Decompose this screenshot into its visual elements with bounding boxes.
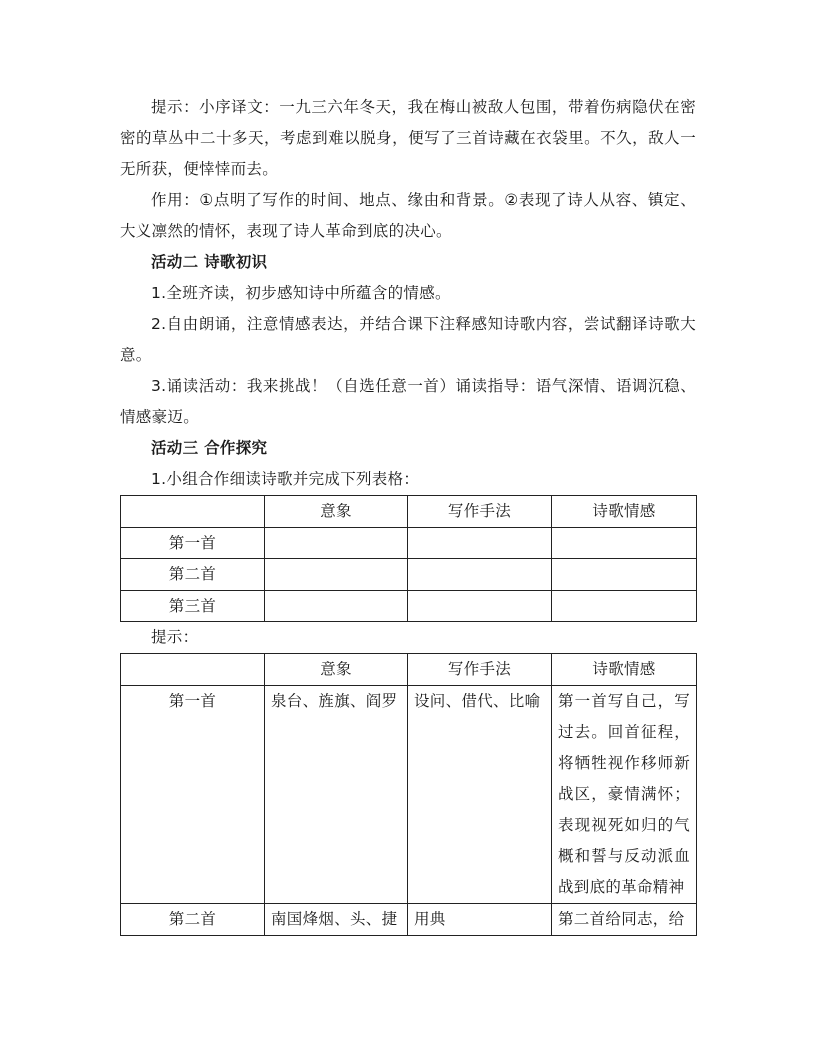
hint-translation-paragraph: 提示：小序译文：一九三六年冬天，我在梅山被敌人包围，带着伤病隐伏在密密的草丛中二十多天，考虑到难以脱身，便写了三首诗藏在衣袋里。不久，敌人一无所获，便悻悻而去。 — [120, 98, 696, 178]
row-label: 第二首 — [121, 559, 265, 591]
blank-cell[interactable] — [552, 527, 697, 559]
blank-cell[interactable] — [408, 559, 552, 591]
table-header-cell: 意象 — [265, 654, 408, 686]
row-label: 第三首 — [121, 590, 265, 622]
blank-cell[interactable] — [408, 590, 552, 622]
table-header-cell — [121, 496, 265, 528]
technique-cell: 用典 — [408, 904, 552, 936]
emotion-cell: 第一首写自己，写过去。回首征程，将牺牲视作移师新战区，豪情满怀；表现视死如归的气概和誓与反动派血战到底的革命精神 — [552, 686, 697, 904]
imagery-cell: 南国烽烟、头、捷 — [265, 904, 408, 936]
table-row — [121, 527, 697, 559]
blank-cell[interactable] — [265, 590, 408, 622]
blank-analysis-table — [120, 495, 697, 622]
blank-cell[interactable] — [552, 590, 697, 622]
table-header-cell: 诗歌情感 — [552, 496, 697, 528]
row-label: 第二首 — [121, 904, 265, 936]
table-header-cell — [121, 654, 265, 686]
activity-three-heading: 活动三 合作探究 — [151, 439, 268, 457]
table-header-cell: 写作手法 — [408, 496, 552, 528]
table-header-cell: 意象 — [265, 496, 408, 528]
answer-table — [120, 653, 697, 936]
blank-cell[interactable] — [265, 559, 408, 591]
activity-two-heading: 活动二 诗歌初识 — [151, 253, 268, 271]
table-header-row — [121, 654, 697, 686]
hint-label: 提示： — [151, 628, 199, 646]
function-paragraph: 作用：①点明了写作的时间、地点、缘由和背景。②表现了诗人从容、镇定、大义凛然的情怀，表现了诗人革命到底的决心。 — [120, 191, 696, 240]
step-1-paragraph: 1.全班齐读，初步感知诗中所蕴含的情感。 — [151, 284, 451, 302]
row-label: 第一首 — [121, 686, 265, 904]
table-header-cell: 诗歌情感 — [552, 654, 697, 686]
table-row — [121, 686, 697, 904]
table-row — [121, 590, 697, 622]
table-row — [121, 904, 697, 936]
table-row — [121, 559, 697, 591]
imagery-cell: 泉台、旌旗、阎罗 — [265, 686, 408, 904]
blank-cell[interactable] — [265, 527, 408, 559]
emotion-cell: 第二首给同志，给 — [552, 904, 697, 936]
row-label: 第一首 — [121, 527, 265, 559]
blank-cell[interactable] — [552, 559, 697, 591]
table-instruction: 1.小组合作细读诗歌并完成下列表格： — [151, 470, 420, 488]
table-header-row — [121, 496, 697, 528]
table-header-cell: 写作手法 — [408, 654, 552, 686]
step-3-paragraph: 3.诵读活动：我来挑战！（自选任意一首）诵读指导：语气深情、语调沉稳、情感豪迈。 — [120, 377, 696, 426]
step-2-paragraph: 2.自由朗诵，注意情感表达，并结合课下注释感知诗歌内容，尝试翻译诗歌大意。 — [120, 315, 696, 364]
document-page — [120, 92, 696, 936]
technique-cell: 设问、借代、比喻 — [408, 686, 552, 904]
blank-cell[interactable] — [408, 527, 552, 559]
